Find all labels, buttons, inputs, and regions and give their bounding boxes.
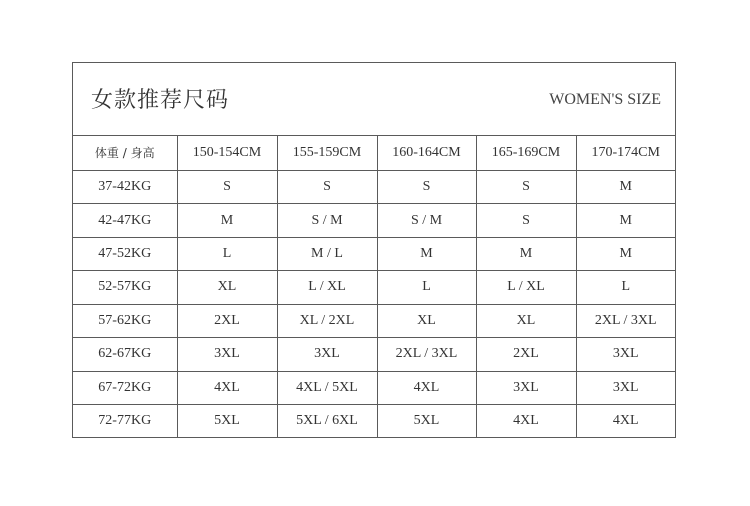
header-row: [73, 136, 675, 170]
table-row: [73, 271, 675, 304]
table-row: [73, 204, 675, 237]
size-cell: S: [377, 170, 476, 203]
size-cell: M: [576, 204, 675, 237]
size-chart: [72, 62, 676, 438]
size-cell: 3XL: [177, 338, 277, 371]
size-cell: M: [476, 237, 576, 270]
height-header: 150-154CM: [177, 136, 277, 170]
size-cell: S: [177, 170, 277, 203]
size-cell: 5XL / 6XL: [277, 404, 377, 437]
size-cell: M: [576, 237, 675, 270]
weight-label: 52-57KG: [73, 271, 177, 304]
title-chinese: 女款推荐尺码: [91, 88, 230, 113]
size-cell: 2XL: [177, 304, 277, 337]
weight-label: 57-62KG: [73, 304, 177, 337]
size-cell: L: [177, 237, 277, 270]
size-cell: S: [476, 204, 576, 237]
size-cell: 4XL: [377, 371, 476, 404]
weight-label: 37-42KG: [73, 170, 177, 203]
title-english: WOMEN'S SIZE: [549, 91, 661, 108]
chart-header: [73, 63, 675, 136]
size-cell: L / XL: [476, 271, 576, 304]
table-row: [73, 338, 675, 371]
table-row: [73, 371, 675, 404]
size-cell: L: [377, 271, 476, 304]
size-cell: 5XL: [177, 404, 277, 437]
size-cell: 2XL: [476, 338, 576, 371]
size-cell: S: [277, 170, 377, 203]
weight-label: 62-67KG: [73, 338, 177, 371]
height-header: 155-159CM: [277, 136, 377, 170]
size-cell: 3XL: [576, 338, 675, 371]
size-cell: S / M: [377, 204, 476, 237]
table-row: [73, 404, 675, 437]
weight-label: 67-72KG: [73, 371, 177, 404]
size-cell: 2XL / 3XL: [377, 338, 476, 371]
size-cell: S: [476, 170, 576, 203]
size-cell: 4XL: [177, 371, 277, 404]
weight-label: 47-52KG: [73, 237, 177, 270]
table-row: [73, 304, 675, 337]
size-cell: 2XL / 3XL: [576, 304, 675, 337]
size-cell: M: [576, 170, 675, 203]
size-cell: XL: [377, 304, 476, 337]
height-header: 165-169CM: [476, 136, 576, 170]
size-cell: 5XL: [377, 404, 476, 437]
size-cell: XL: [476, 304, 576, 337]
size-cell: S / M: [277, 204, 377, 237]
size-cell: L / XL: [277, 271, 377, 304]
size-cell: M: [377, 237, 476, 270]
height-header: 160-164CM: [377, 136, 476, 170]
size-cell: M: [177, 204, 277, 237]
size-cell: 4XL: [576, 404, 675, 437]
table-row: [73, 237, 675, 270]
size-cell: XL / 2XL: [277, 304, 377, 337]
size-cell: XL: [177, 271, 277, 304]
size-cell: 4XL / 5XL: [277, 371, 377, 404]
weight-label: 72-77KG: [73, 404, 177, 437]
height-header: 170-174CM: [576, 136, 675, 170]
size-cell: 3XL: [576, 371, 675, 404]
table-row: [73, 170, 675, 203]
size-cell: L: [576, 271, 675, 304]
corner-label: 体重 / 身高: [73, 136, 177, 170]
size-table-body: [73, 136, 675, 437]
size-table: [73, 136, 675, 437]
size-cell: 4XL: [476, 404, 576, 437]
size-cell: 3XL: [476, 371, 576, 404]
size-cell: 3XL: [277, 338, 377, 371]
weight-label: 42-47KG: [73, 204, 177, 237]
size-cell: M / L: [277, 237, 377, 270]
